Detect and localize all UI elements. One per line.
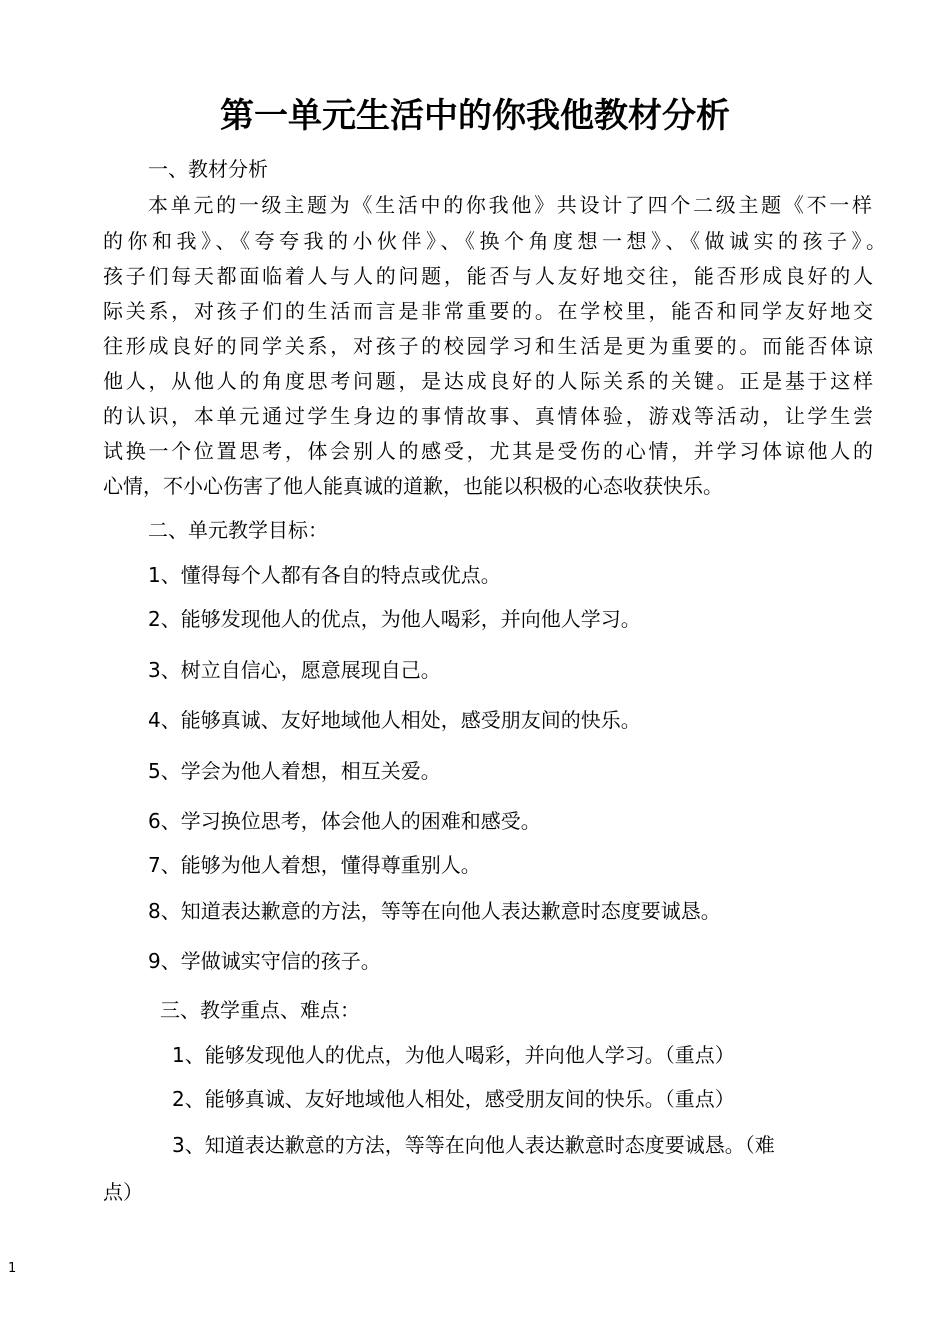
paragraph-line: 心情，不小心伤害了他人能真诚的道歉，也能以积极的心态收获快乐。 — [103, 474, 723, 498]
paragraph-line: 试换一个位置思考，体会别人的感受，尤其是受伤的心情，并学习体谅他人的 — [103, 439, 873, 463]
list-item: 6、学习换位思考，体会他人的困难和感受。 — [148, 809, 541, 833]
page-number: 1 — [8, 1261, 17, 1276]
paragraph-line: 际关系，对孩子们的生活而言是非常重要的。在学校里，能否和同学友好地交 — [103, 299, 873, 323]
section-heading-goals: 二、单元教学目标： — [148, 518, 328, 542]
list-item: 2、能够发现他人的优点，为他人喝彩，并向他人学习。 — [148, 607, 641, 631]
section-heading-analysis: 一、教材分析 — [148, 157, 268, 181]
list-item: 3、知道表达歉意的方法，等等在向他人表达歉意时态度要诚恳。（难 — [172, 1133, 775, 1157]
list-item: 4、能够真诚、友好地域他人相处，感受朋友间的快乐。 — [148, 708, 641, 732]
document-title: 第一单元生活中的你我他教材分析 — [220, 96, 730, 136]
paragraph-line: 往形成良好的同学关系，对孩子的校园学习和生活是更为重要的。而能否体谅 — [103, 334, 873, 358]
paragraph-line: 孩子们每天都面临着人与人的问题，能否与人友好地交往，能否形成良好的人 — [103, 264, 873, 288]
list-item: 2、能够真诚、友好地域他人相处，感受朋友间的快乐。（重点） — [172, 1087, 735, 1111]
paragraph-line: 的认识，本单元通过学生身边的事情故事、真情体验，游戏等活动，让学生尝 — [103, 404, 873, 428]
paragraph-line: 本单元的一级主题为《生活中的你我他》共设计了四个二级主题《不一样 — [148, 193, 872, 217]
list-item: 5、学会为他人着想，相互关爱。 — [148, 759, 441, 783]
paragraph-line: 他人，从他人的角度思考问题，是达成良好的人际关系的关键。正是基于这样 — [103, 369, 873, 393]
list-item: 9、学做诚实守信的孩子。 — [148, 949, 381, 973]
list-item: 1、能够发现他人的优点，为他人喝彩，并向他人学习。（重点） — [172, 1043, 735, 1067]
list-item: 8、知道表达歉意的方法，等等在向他人表达歉意时态度要诚恳。 — [148, 899, 721, 923]
paragraph-line: 的你和我》、《夸夸我的小伙伴》、《换个角度想一想》、《做诚实的孩子》。 — [103, 229, 886, 253]
section-heading-key-points: 三、教学重点、难点： — [160, 998, 360, 1022]
list-item: 3、树立自信心，愿意展现自己。 — [148, 658, 441, 682]
list-item: 7、能够为他人着想，懂得尊重别人。 — [148, 853, 481, 877]
list-item: 1、懂得每个人都有各自的特点或优点。 — [148, 563, 501, 587]
list-item-continuation: 点） — [103, 1180, 143, 1204]
